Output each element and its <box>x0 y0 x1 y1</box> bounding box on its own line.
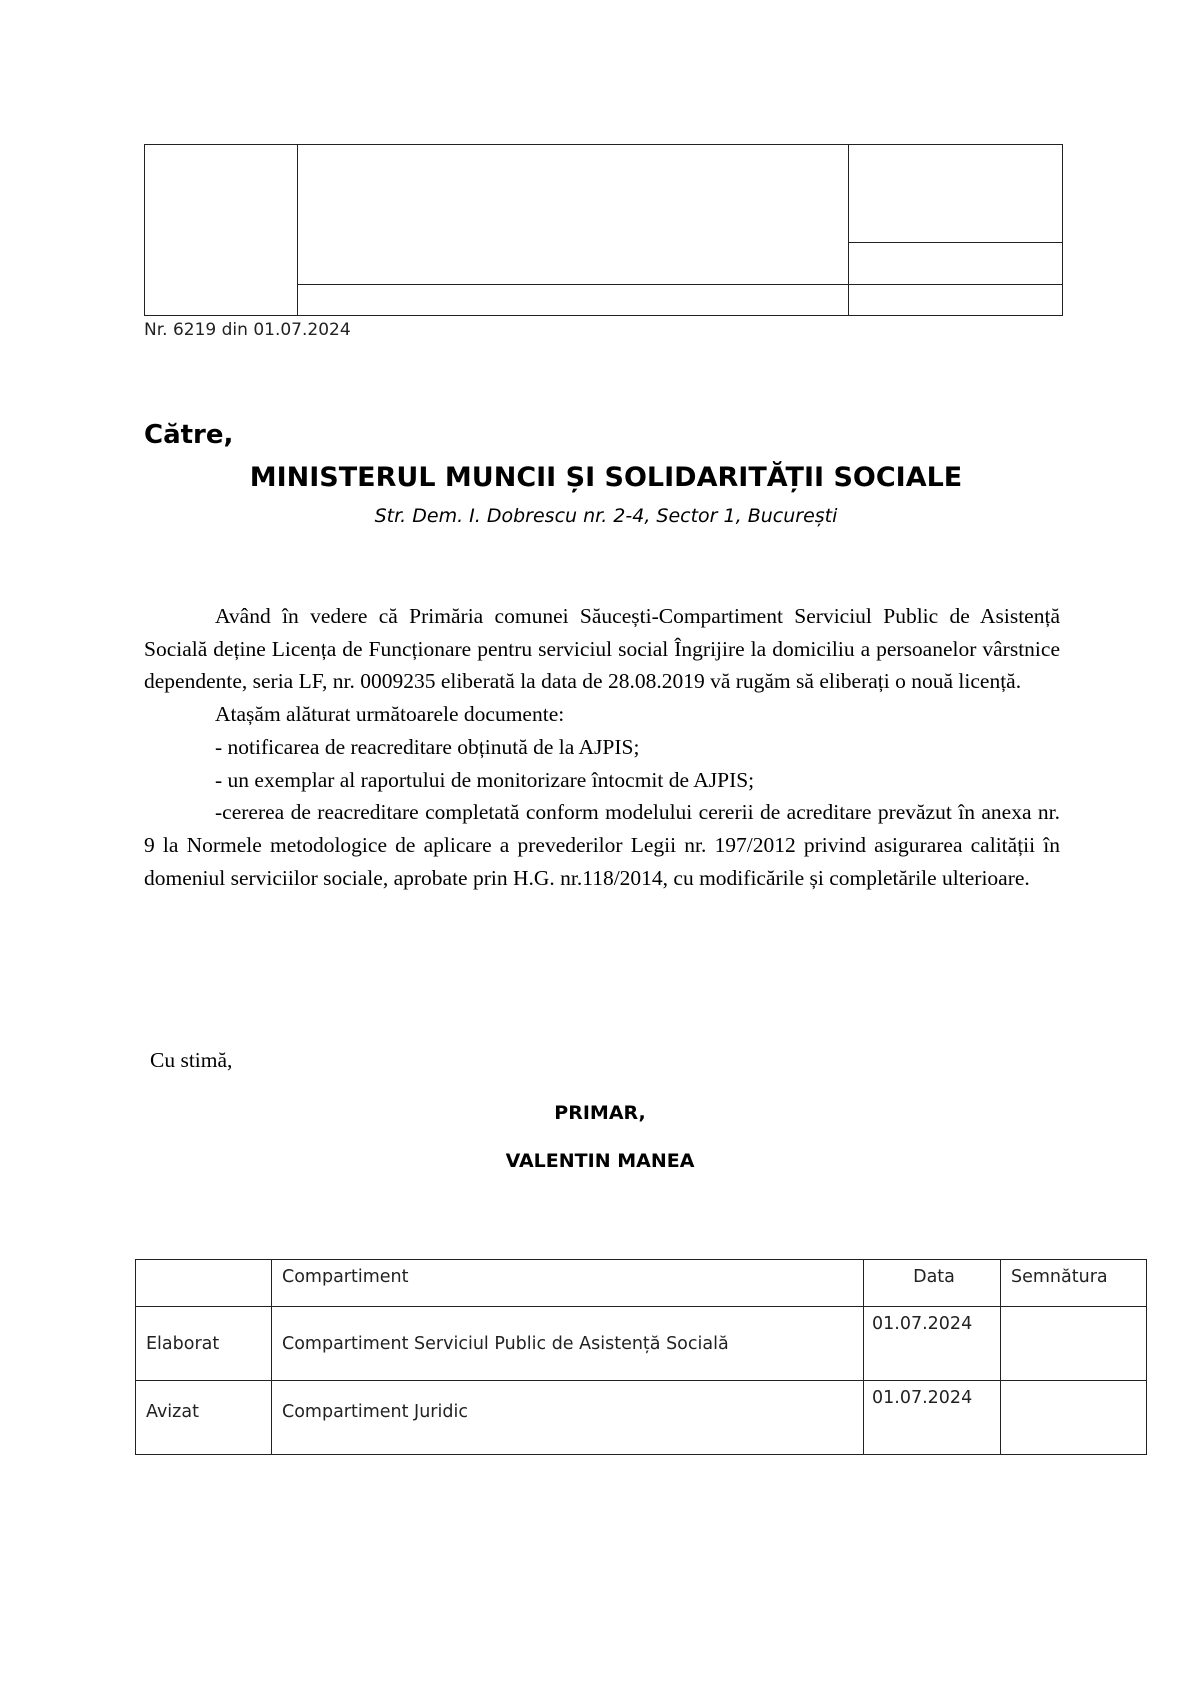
attachment-item: -cererea de reacreditare completată conform modelului cererii de acreditare prevăzut în anexa nr. 9 la Normele metodologice de aplicare a prevederilor Legii nr. 197/2012 privind asigurarea calității în domeniul serviciilor sociale, aprobate prin H.G. nr.118/2014, cu modificările și completările ulterioare. <box>144 800 1060 890</box>
signatory-title: PRIMAR, <box>554 1102 646 1124</box>
header-cell <box>136 1260 272 1307</box>
recipient-institution: MINISTERUL MUNCII ȘI SOLIDARITĂȚII SOCIALE <box>249 462 963 493</box>
table-header-row <box>136 1260 1147 1307</box>
registration-number: Nr. 6219 din 01.07.2024 <box>144 320 351 340</box>
department-cell: Compartiment Juridic <box>272 1381 864 1455</box>
letter-body <box>144 600 1060 894</box>
closing: Cu stimă, <box>150 1048 233 1072</box>
salutation: Către, <box>144 420 234 450</box>
attachments-intro: Atașăm alăturat următoarele documente: <box>215 702 565 727</box>
table-row <box>136 1307 1147 1381</box>
letterhead-table <box>144 144 1063 316</box>
letterhead-divider <box>848 145 849 315</box>
header-cell: Compartiment <box>272 1260 864 1307</box>
signature-cell <box>1001 1381 1147 1455</box>
header-cell: Data <box>864 1260 1001 1307</box>
letterhead-divider <box>297 145 298 315</box>
date-cell: 01.07.2024 <box>864 1381 1001 1455</box>
signatory-name: VALENTIN MANEA <box>505 1150 695 1172</box>
letterhead-divider <box>848 242 1062 243</box>
attachment-item: - un exemplar al raportului de monitorizare întocmit de AJPIS; <box>215 767 755 792</box>
role-cell: Elaborat <box>136 1307 272 1381</box>
approval-table <box>135 1259 1147 1455</box>
department-cell: Compartiment Serviciul Public de Asistență Socială <box>272 1307 864 1381</box>
body-paragraph: Având în vedere că Primăria comunei Săucești-Compartiment Serviciul Public de Asistență Socială deține Licența de Funcționare pentru serviciul social Îngrijire la domiciliu a persoanelor vârstnice dependente, seria LF, nr. 0009235 eliberată la data de 28.08.2019 vă rugăm să eliberați o nouă licență. <box>144 604 1060 694</box>
header-cell: Semnătura <box>1001 1260 1147 1307</box>
signature-cell <box>1001 1307 1147 1381</box>
date-cell: 01.07.2024 <box>864 1307 1001 1381</box>
attachment-item: - notificarea de reacreditare obținută de la AJPIS; <box>215 734 640 759</box>
recipient-address: Str. Dem. I. Dobrescu nr. 2-4, Sector 1, București <box>374 505 838 527</box>
role-cell: Avizat <box>136 1381 272 1455</box>
table-row <box>136 1381 1147 1455</box>
letterhead-divider <box>297 284 1062 285</box>
